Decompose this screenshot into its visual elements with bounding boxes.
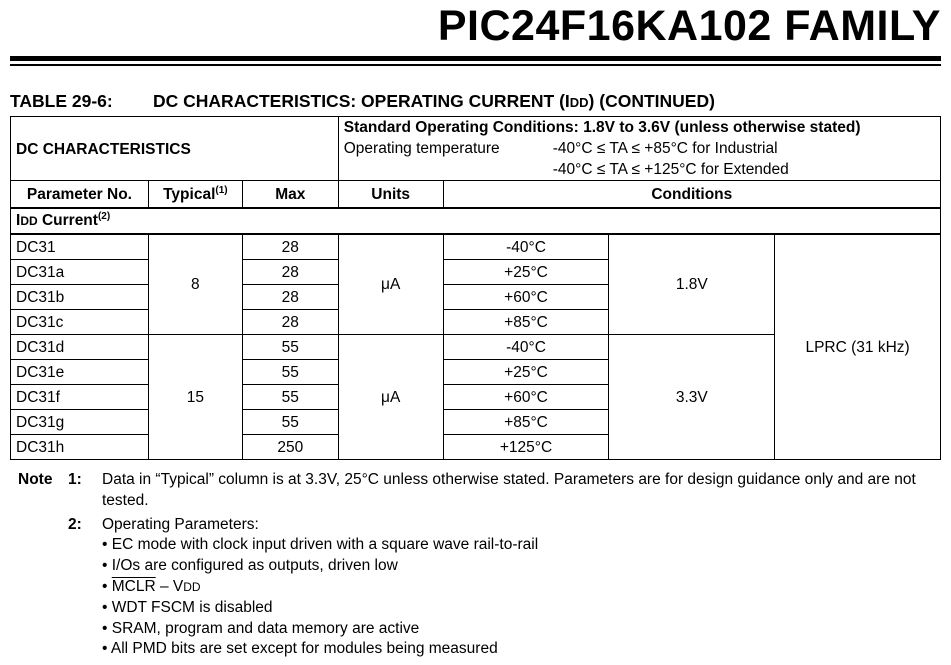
max-cell: 55 [242, 360, 338, 385]
note-1-label: 1: [68, 471, 82, 488]
note-2-bullet: • SRAM, program and data memory are active [102, 619, 420, 637]
max-cell: 28 [242, 285, 338, 310]
temp-cell: +125°C [443, 435, 609, 460]
temp-cell: +85°C [443, 310, 609, 335]
dc-characteristics-table [10, 116, 941, 460]
note-2-bullet: • All PMD bits are set except for modules being measured [102, 640, 498, 658]
table-title-subscript: DD [569, 95, 589, 110]
table-number: TABLE 29-6: [10, 91, 113, 111]
units-cell: μA [338, 234, 443, 335]
document-family-title: PIC24F16KA102 FAMILY [437, 2, 941, 50]
note-label: Note [18, 471, 53, 488]
col-header-conditions: Conditions [443, 181, 940, 209]
max-cell: 28 [242, 260, 338, 285]
col-header-param: Parameter No. [11, 181, 149, 209]
temp-extended: -40°C ≤ TA ≤ +125°C for Extended [552, 161, 789, 178]
table-notes [18, 470, 938, 660]
temp-cell: +60°C [443, 285, 609, 310]
note-2-bullet: • WDT FSCM is disabled [102, 598, 273, 616]
column-header-row [11, 181, 941, 209]
max-cell: 55 [242, 335, 338, 360]
voltage-cell: 1.8V [609, 234, 775, 335]
table-title-end: ) (CONTINUED) [588, 91, 715, 111]
param-cell: DC31a [11, 260, 149, 285]
typical-cell: 15 [148, 335, 242, 460]
table-title [10, 91, 715, 112]
param-cell: DC31d [11, 335, 149, 360]
note-1-text: Data in “Typical” column is at 3.3V, 25°C unless otherwise stated. Parameters are for design guidance only and are not tested. [102, 471, 916, 509]
temp-industrial: -40°C ≤ TA ≤ +85°C for Industrial [552, 140, 778, 157]
standard-conditions: Standard Operating Conditions: 1.8V to 3.6V (unless otherwise stated) [343, 119, 861, 136]
temp-cell: +25°C [443, 260, 609, 285]
max-cell: 55 [242, 410, 338, 435]
max-cell: 28 [242, 310, 338, 335]
idd-note-ref: (2) [97, 211, 111, 222]
param-cell: DC31g [11, 410, 149, 435]
mclr-signal: MCLR [111, 577, 156, 595]
clock-cell: LPRC (31 kHz) [775, 234, 941, 460]
dc-characteristics-label: DC CHARACTERISTICS [11, 117, 339, 181]
header-rule-thin [10, 64, 941, 66]
max-cell: 55 [242, 385, 338, 410]
temp-cell: +60°C [443, 385, 609, 410]
param-cell: DC31c [11, 310, 149, 335]
param-cell: DC31e [11, 360, 149, 385]
note-2-label: 2: [68, 515, 82, 533]
typical-note-ref: (1) [215, 184, 228, 196]
table-row [11, 234, 941, 260]
header-row-conditions [11, 117, 941, 181]
note-2-bullet: • I/Os are configured as outputs, driven low [102, 557, 398, 575]
param-cell: DC31b [11, 285, 149, 310]
units-cell: μA [338, 335, 443, 460]
param-cell: DC31h [11, 435, 149, 460]
note-2-text: Operating Parameters: [102, 515, 259, 533]
standard-conditions-cell [338, 117, 940, 181]
typical-cell: 8 [148, 234, 242, 335]
col-header-max: Max [242, 181, 338, 209]
note-2-bullet: • EC mode with clock input driven with a square wave rail-to-rail [102, 536, 539, 554]
note-2 [18, 515, 938, 536]
temp-cell: -40°C [443, 234, 609, 260]
note-1 [18, 470, 938, 512]
col-header-units: Units [338, 181, 443, 209]
temp-cell: +85°C [443, 410, 609, 435]
temp-cell: +25°C [443, 360, 609, 385]
header-rule-thick [10, 56, 941, 61]
param-cell: DC31 [11, 234, 149, 260]
section-row [11, 208, 941, 234]
voltage-cell: 3.3V [609, 335, 775, 460]
note-2-bullet: • MCLR – VDD [102, 577, 201, 595]
operating-temperature-label: Operating temperature [343, 140, 500, 157]
max-cell: 28 [242, 234, 338, 260]
table-title-text: DC CHARACTERISTICS: OPERATING CURRENT (I [153, 91, 570, 111]
idd-current-section: IDD Current$^{(2)}$ [11, 208, 941, 234]
temp-cell: -40°C [443, 335, 609, 360]
col-header-typical: Typical$^{(1)}$ [148, 181, 242, 209]
max-cell: 250 [242, 435, 338, 460]
param-cell: DC31f [11, 385, 149, 410]
